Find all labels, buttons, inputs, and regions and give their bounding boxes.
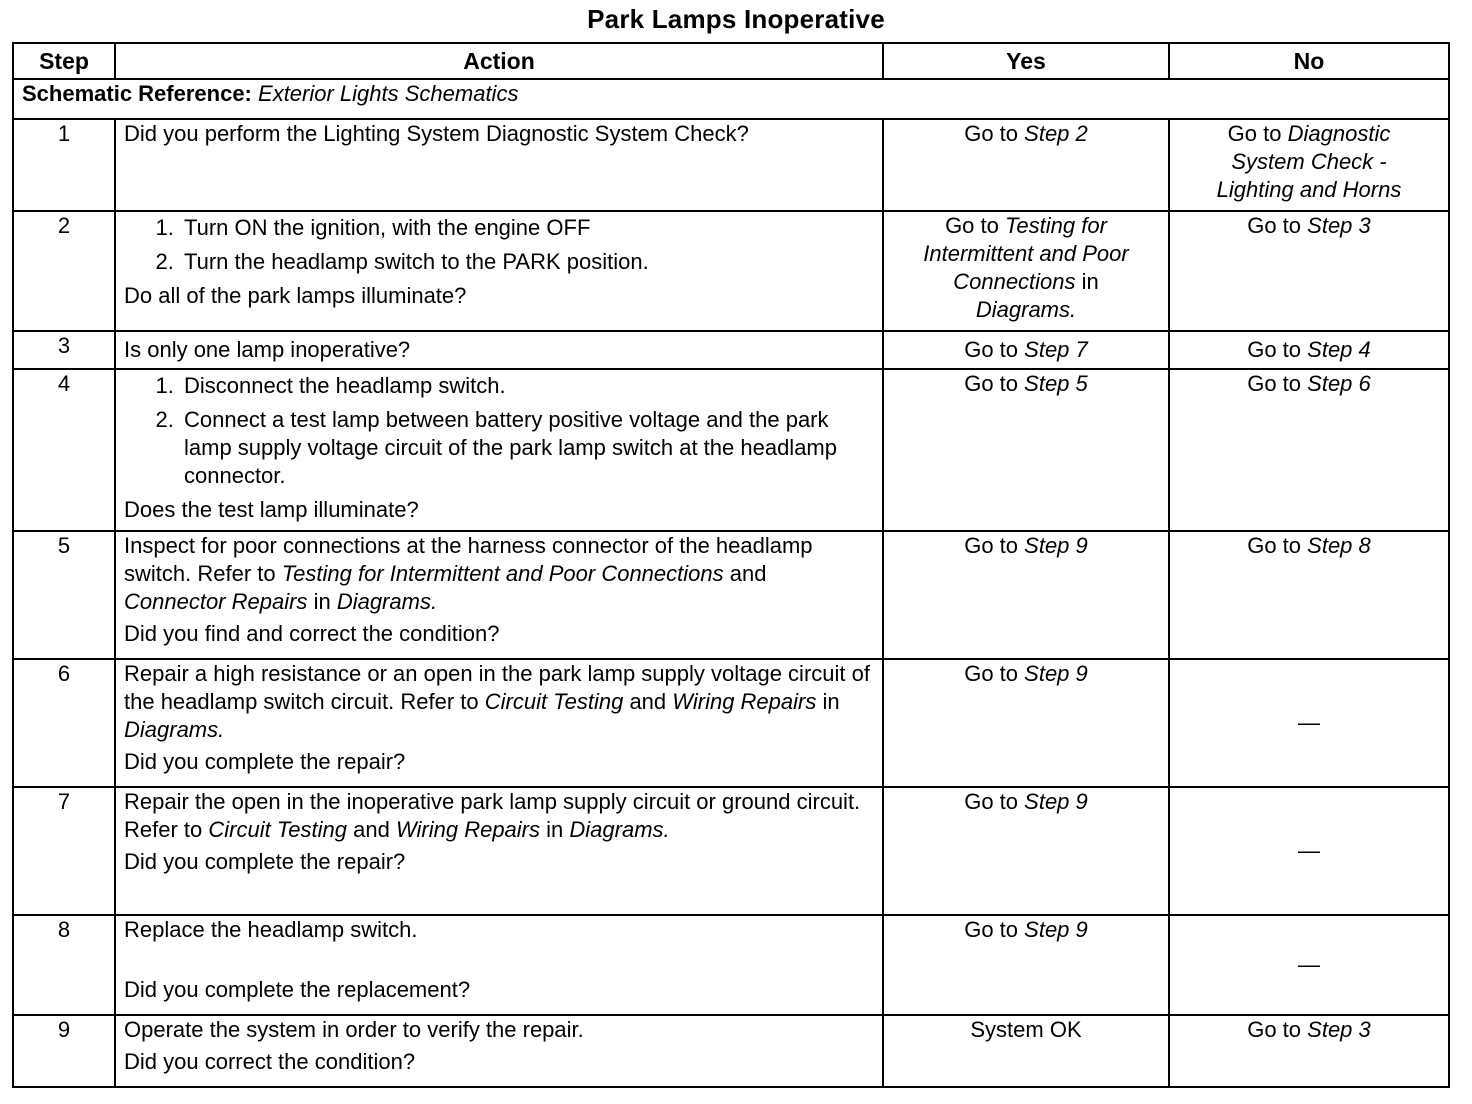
reference-link: Testing for Intermittent and Poor Connections: [281, 561, 724, 586]
no-cell: [1169, 331, 1449, 369]
no-target: Step 3: [1307, 213, 1371, 238]
table-row: [13, 1015, 1449, 1087]
action-text-part: Repair a high resistance or an open in the park lamp supply voltage circuit of the headlamp switch circuit. Refer to: [124, 661, 870, 714]
go-to-text: Go to: [1247, 533, 1302, 558]
action-list: [124, 214, 874, 276]
action-question: Does the test lamp illuminate?: [124, 497, 419, 522]
yes-cell: System OK: [883, 1015, 1169, 1087]
go-to-text: Go to: [1227, 121, 1282, 146]
action-text: [124, 532, 874, 616]
header-step: Step: [13, 43, 115, 79]
header-row: [13, 43, 1449, 79]
no-target: Lighting and Horns: [1216, 177, 1402, 202]
no-target: Step 8: [1307, 533, 1371, 558]
go-to-text: Go to: [964, 121, 1019, 146]
no-cell: [1169, 119, 1449, 211]
action-question: Did you find and correct the condition?: [124, 621, 500, 646]
table-row: [13, 331, 1449, 369]
reference-link: Diagrams.: [569, 817, 670, 842]
action-question: Did you perform the Lighting System Diagnostic System Check?: [124, 121, 749, 146]
no-target: Step 3: [1307, 1017, 1371, 1042]
schematic-label: Schematic Reference:: [22, 81, 252, 106]
action-cell: [115, 659, 883, 787]
table-row: [13, 119, 1449, 211]
action-question: Did you complete the repair?: [124, 749, 406, 774]
yes-target: Step 2: [1024, 121, 1088, 146]
list-item: 1. Turn ON the ignition, with the engine OFF: [180, 214, 874, 242]
no-cell: —: [1169, 659, 1449, 787]
action-text-part: Inspect for poor connections at the harness connector of the headlamp switch. Refer to: [124, 533, 813, 586]
yes-cell: [883, 369, 1169, 531]
table-row: [13, 211, 1449, 331]
action-cell: [115, 369, 883, 531]
reference-link: Circuit Testing: [208, 817, 347, 842]
table-row: [13, 787, 1449, 915]
header-no: No: [1169, 43, 1449, 79]
go-to-text: Go to: [1247, 337, 1302, 362]
step-number: 6: [13, 659, 115, 787]
no-target: Step 4: [1307, 337, 1371, 362]
list-item: 2. Turn the headlamp switch to the PARK position.: [180, 248, 874, 276]
yes-target: Connections: [953, 269, 1076, 294]
action-question: Did you complete the repair?: [124, 849, 406, 874]
action-question: Do all of the park lamps illuminate?: [124, 283, 467, 308]
reference-link: Wiring Repairs: [395, 817, 541, 842]
action-question: Did you correct the condition?: [124, 1049, 416, 1074]
action-question: Is only one lamp inoperative?: [124, 337, 411, 362]
action-text: Replace the headlamp switch.: [124, 917, 418, 942]
go-to-text: Go to: [945, 213, 999, 238]
schematic-value: Exterior Lights Schematics: [258, 81, 519, 106]
yes-cell: [883, 531, 1169, 659]
no-cell: [1169, 1015, 1449, 1087]
yes-target: Step 5: [1024, 371, 1088, 396]
yes-target: Step 7: [1024, 337, 1088, 362]
yes-cell: [883, 915, 1169, 1015]
action-cell: [115, 915, 883, 1015]
action-text-part: and: [353, 817, 390, 842]
table-row: [13, 659, 1449, 787]
go-to-text: Go to: [964, 533, 1019, 558]
no-cell: —: [1169, 915, 1449, 1015]
step-number: 7: [13, 787, 115, 915]
no-cell: [1169, 211, 1449, 331]
action-text-part: and: [729, 561, 767, 586]
no-cell: —: [1169, 787, 1449, 915]
action-cell: [115, 211, 883, 331]
yes-target: Step 9: [1024, 661, 1088, 686]
action-cell: [115, 531, 883, 659]
yes-cell: [883, 659, 1169, 787]
action-cell: [115, 787, 883, 915]
reference-link: Diagrams.: [124, 717, 225, 742]
action-text-part: Repair the open in the inoperative park lamp supply circuit or ground circuit. Refer to: [124, 789, 861, 842]
yes-target: Step 9: [1024, 533, 1088, 558]
action-text-part: in: [822, 689, 840, 714]
action-text: [124, 788, 874, 844]
list-item: 1. Disconnect the headlamp switch.: [180, 372, 874, 400]
no-cell: [1169, 369, 1449, 531]
action-cell: [115, 331, 883, 369]
yes-target: Intermittent and Poor: [923, 241, 1129, 266]
action-list: [124, 372, 874, 490]
go-to-text: Go to: [1247, 1017, 1302, 1042]
table-row: [13, 369, 1449, 531]
yes-target: Testing for: [1005, 213, 1107, 238]
step-number: 5: [13, 531, 115, 659]
action-text: [124, 660, 874, 744]
action-cell: [115, 119, 883, 211]
go-to-text: Go to: [1247, 213, 1302, 238]
action-text-part: and: [629, 689, 667, 714]
reference-link: Connector Repairs: [124, 589, 308, 614]
step-number: 2: [13, 211, 115, 331]
list-item: 2. Connect a test lamp between battery positive voltage and the park lamp supply voltage circuit of the park lamp switch at the headlamp connector.: [180, 406, 874, 490]
no-target: Diagnostic: [1287, 121, 1391, 146]
header-yes: Yes: [883, 43, 1169, 79]
schematic-row: [13, 79, 1449, 119]
no-target: Step 6: [1307, 371, 1371, 396]
yes-cell: [883, 119, 1169, 211]
yes-cell: [883, 787, 1169, 915]
step-number: 4: [13, 369, 115, 531]
step-number: 8: [13, 915, 115, 1015]
header-action: Action: [115, 43, 883, 79]
yes-target: Step 9: [1024, 917, 1088, 942]
action-question: Did you complete the replacement?: [124, 977, 471, 1002]
table-row: [13, 531, 1449, 659]
go-to-text: Go to: [964, 789, 1019, 814]
schematic-reference: [13, 79, 1449, 119]
yes-target: Step 9: [1024, 789, 1088, 814]
action-text: Operate the system in order to verify the repair.: [124, 1017, 584, 1042]
go-to-text: Go to: [964, 661, 1019, 686]
go-to-text: Go to: [964, 917, 1019, 942]
go-to-text: Go to: [964, 337, 1019, 362]
action-cell: [115, 1015, 883, 1087]
no-target: System Check -: [1231, 149, 1387, 174]
reference-link: Circuit Testing: [484, 689, 624, 714]
yes-cell: [883, 331, 1169, 369]
yes-text: in: [1081, 269, 1099, 294]
yes-target: Diagrams.: [975, 297, 1077, 322]
action-text-part: in: [313, 589, 331, 614]
step-number: 3: [13, 331, 115, 369]
action-text-part: in: [546, 817, 564, 842]
table-row: [13, 915, 1449, 1015]
page-title: Park Lamps Inoperative: [587, 4, 885, 34]
diagnostic-table: [12, 42, 1450, 1088]
reference-link: Diagrams.: [336, 589, 438, 614]
step-number: 9: [13, 1015, 115, 1087]
no-cell: [1169, 531, 1449, 659]
go-to-text: Go to: [1247, 371, 1302, 396]
yes-cell: [883, 211, 1169, 331]
reference-link: Wiring Repairs: [672, 689, 817, 714]
go-to-text: Go to: [964, 371, 1019, 396]
step-number: 1: [13, 119, 115, 211]
